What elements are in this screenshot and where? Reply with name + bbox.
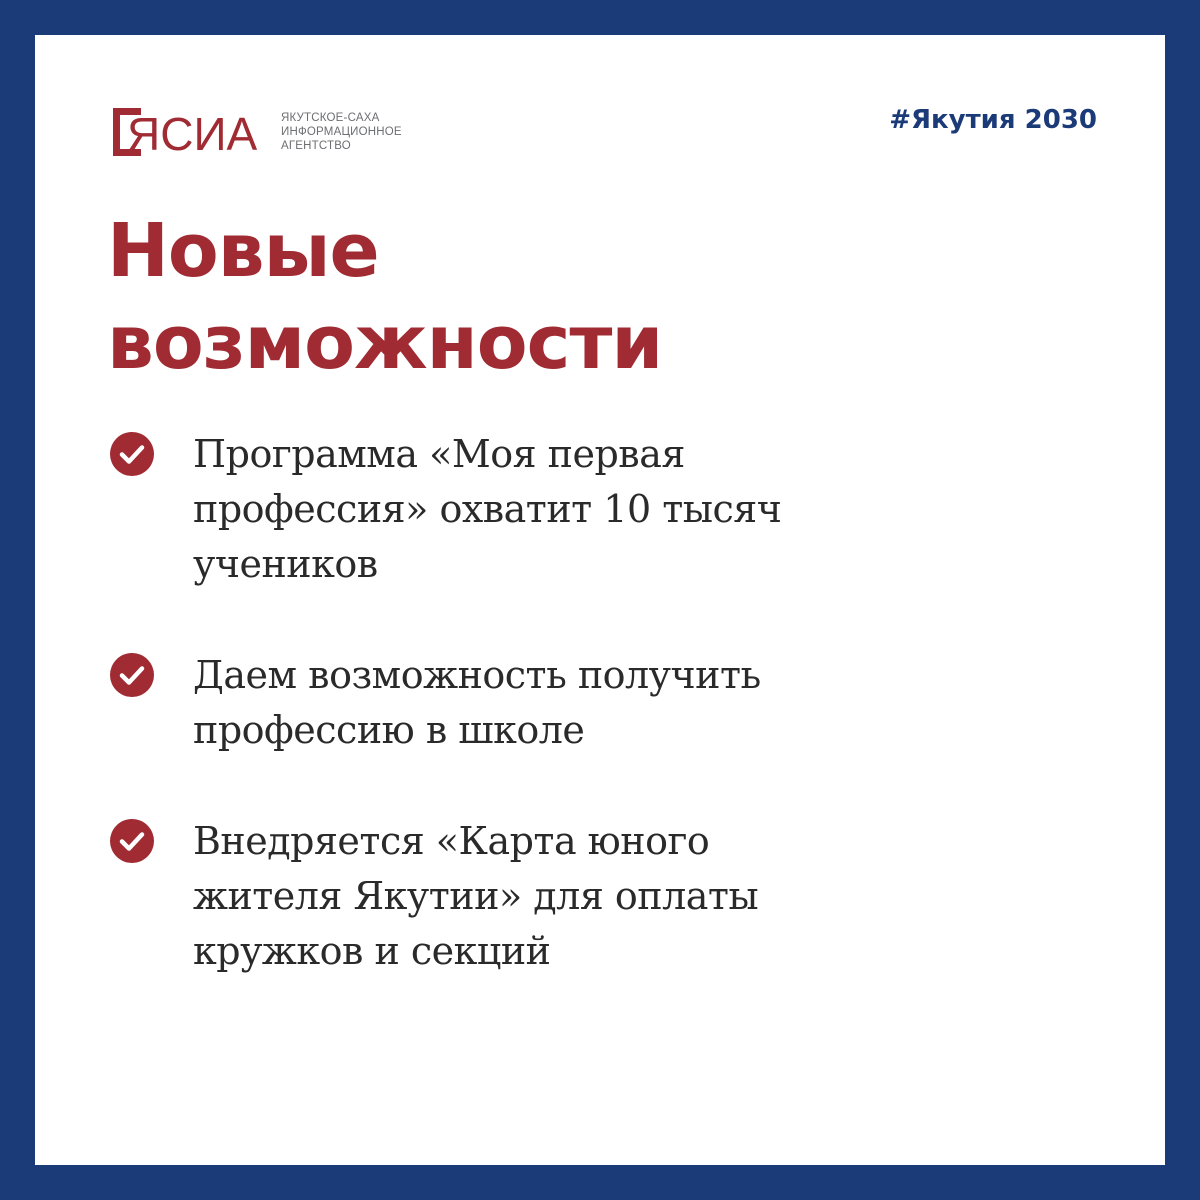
point-text: Внедряется «Карта юного жителя Якутии» для оплаты кружков и секций [193,819,759,973]
check-circle-icon [109,431,155,477]
ysia-logo-mark [111,106,271,158]
logo-mark-text: ЯСИА [127,108,258,158]
check-circle-icon [109,652,155,698]
infographic-card [35,35,1165,1165]
page-title [107,205,662,389]
title-line-2: возможности [107,300,663,386]
agency-name-line-1: ЯКУТСКОЕ-САХА [281,112,380,124]
list-item [109,814,869,979]
ysia-logo [111,106,402,158]
hashtag[interactable]: #Якутия 2030 [889,105,1097,135]
list-item [109,648,869,758]
title-line-1: Новые [107,208,379,294]
agency-name [281,111,402,153]
list-item [109,427,869,592]
agency-name-line-2: ИНФОРМАЦИОННОЕ [281,126,402,138]
check-circle-icon [109,818,155,864]
points-list [109,427,869,979]
point-text: Программа «Моя первая профессия» охватит 10 тысяч учеников [193,432,782,586]
point-text: Даем возможность получить профессию в школе [193,653,761,752]
agency-name-line-3: АГЕНТСТВО [281,140,351,152]
